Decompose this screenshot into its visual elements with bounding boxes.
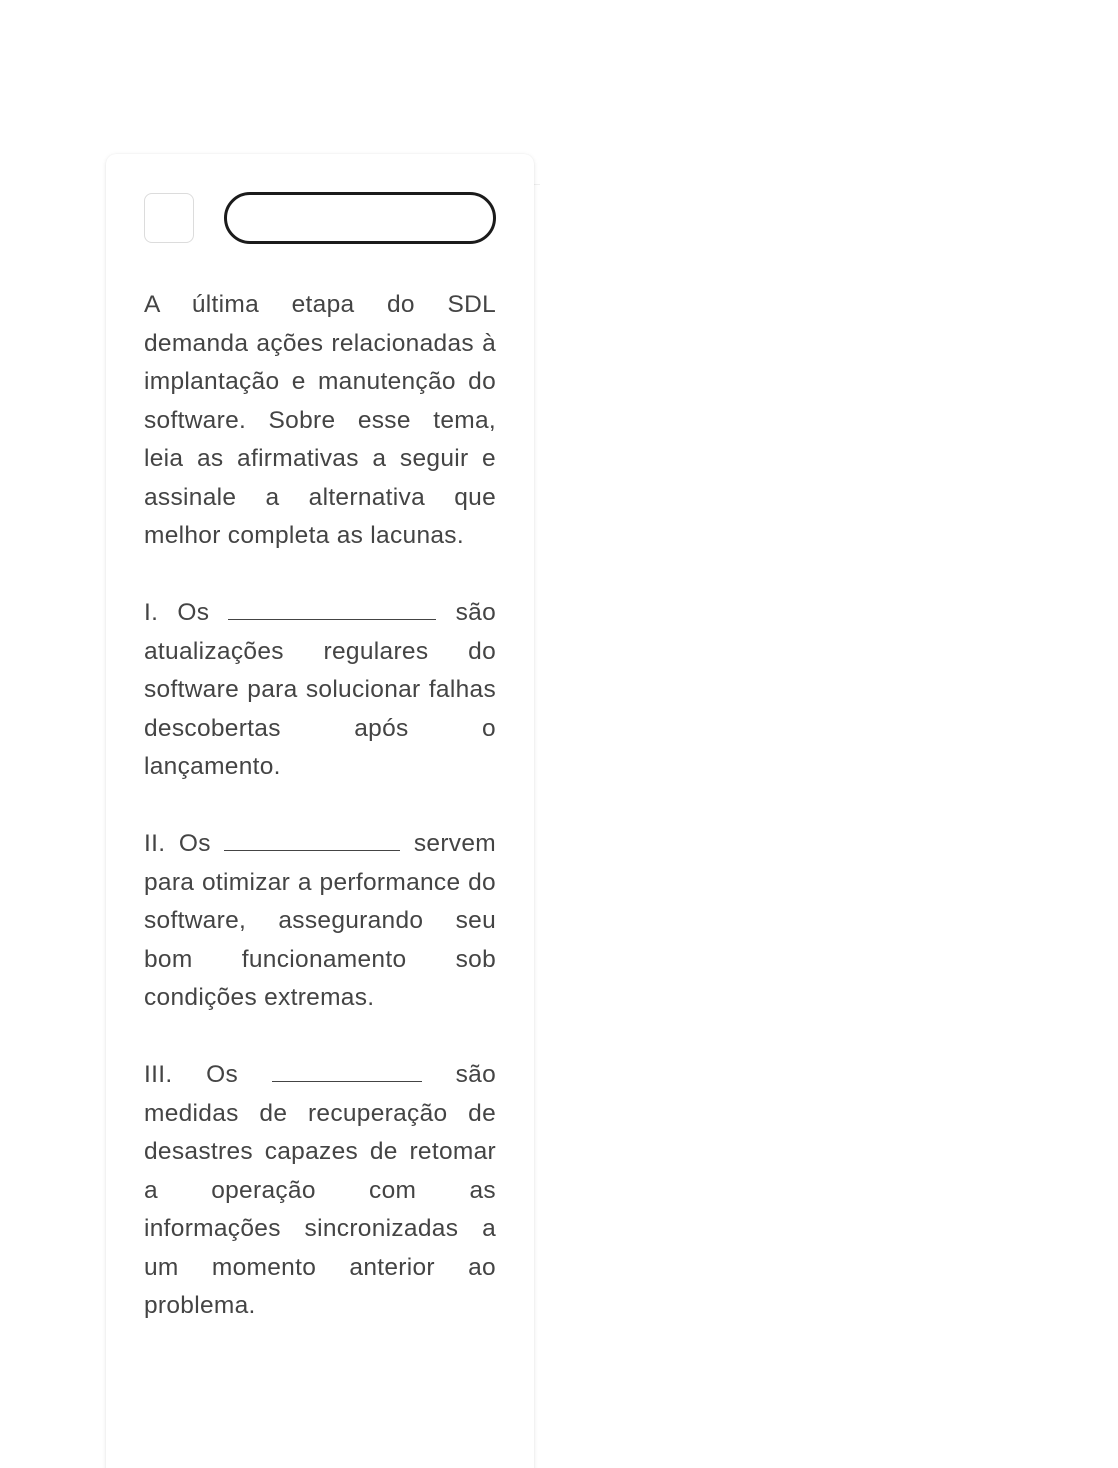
card-header [144, 192, 496, 244]
blank-line [272, 1063, 422, 1082]
statement-text: são medidas de recuperação de desastres capazes de retomar a operação com as informações sincronizadas a um momento anterior ao problema. [144, 1061, 496, 1319]
blank-line [228, 601, 436, 620]
question-text [144, 286, 496, 1326]
blank-line [224, 832, 400, 851]
statement-prefix: I. Os [144, 599, 210, 626]
question-card [106, 154, 534, 1468]
statement-text: são atualizações regulares do software para solucionar falhas descobertas após o lançamento. [144, 599, 496, 780]
statement-prefix: III. Os [144, 1061, 239, 1088]
statement-text: servem para otimizar a performance do software, assegurando seu bom funcionamento sob condições extremas. [144, 830, 496, 1011]
question-intro: A última etapa do SDL demanda ações relacionadas à implantação e manutenção do software. Sobre esse tema, leia as afirmativas a seguir e assinale a alternativa que melhor completa as lacunas. [144, 291, 496, 549]
answer-pill-field[interactable] [224, 192, 496, 244]
select-checkbox[interactable] [144, 193, 194, 243]
statement-item-1 [144, 594, 496, 787]
statement-item-3 [144, 1056, 496, 1326]
statement-prefix: II. Os [144, 830, 211, 857]
statement-item-2 [144, 825, 496, 1018]
